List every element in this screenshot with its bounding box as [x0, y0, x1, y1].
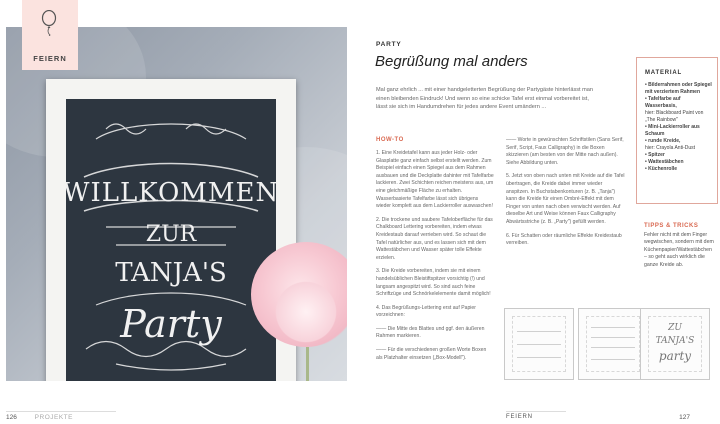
right-page: [360, 0, 720, 424]
left-section-label: PROJEKTE: [34, 414, 73, 421]
chalk-line-4: Party: [120, 302, 222, 346]
right-footer-rule: [506, 411, 566, 412]
chalk-line-2: ZUR: [145, 222, 197, 247]
instruction-paragraph: 6. Für Schatten oder räumliche Effekte Kreidestaub verreiben.: [506, 232, 622, 247]
right-page-number: 127: [679, 414, 690, 421]
chalkboard: [66, 99, 276, 381]
instruction-paragraph: 1. Eine Kreidetafel kann aus jeder Holz- oder Glasplatte ganz einfach selbst erstellt werden. Zum Beispiel einfach einen Spiegel aus dem Rahmen ausbauen und die Deckplatte dahinter mit Tafelfarbe lackieren. Zwei Schichten reichen meistens aus, um eine gleichmäßige Fläche zu erhalten. Wasserbasierte Tafelfarbe lässt sich übrigens wieder komplett aus dem Lackierroller auswaschen!: [376, 150, 494, 210]
sketch-step-3: [640, 308, 710, 380]
material-item: • Tafelfarbe auf Wasserbasis, hier: Blackboard Paint von „The Rainbow": [645, 96, 704, 123]
instruction-paragraph: —— Für die verschiedenen großen Worte Boxen als Platzhalter einsetzen („Box-Modell").: [376, 347, 487, 361]
instruction-paragraph: 2. Die trockene und saubere Tafeloberfläche für das Chalkboard Lettering vorbereiten, indem etwas Kreidestaub darauf verrieben wird. So schaut die Tafel natürlicher aus, und es lassen sich mit dem Wattestäbchen und Wasser später tolle Effekte erzielen.: [376, 216, 493, 261]
material-item: • Wattestäbchen: [645, 159, 684, 165]
sketch-text: party: [658, 349, 692, 363]
material-list: [637, 82, 717, 173]
sketch-text: ZU: [668, 323, 682, 333]
chalk-line-1: WILLKOMMEN: [66, 178, 276, 208]
material-item: • Spitzer: [645, 152, 665, 158]
right-section-label: FEIERN: [506, 414, 533, 420]
chalkboard-lettering: [66, 99, 276, 381]
material-item: • Mini-Lackierroller aus Schaum: [645, 124, 700, 137]
material-item: • runde Kreide, hier: Crayola Anti-Dust: [645, 138, 696, 151]
instructions-column-1: [376, 150, 494, 368]
balloon-icon: [41, 10, 57, 36]
instruction-paragraph: 3. Die Kreide vorbereiten, indem sie mit einem handelsüblichen Bleistiftspitzer vorsichtig (!) und langsam angespitzt wird. So sind auch feine Schriftzüge und Schnörkelelemente damit möglich!: [376, 268, 491, 298]
left-page-number: 126: [6, 414, 17, 421]
howto-heading: HOW-TO: [376, 137, 404, 143]
chalk-line-3: TANJA'S: [115, 258, 227, 288]
instructions-column-2: [506, 137, 626, 254]
section-tag: [22, 0, 78, 70]
instruction-paragraph: —— Die Mitte des Blattes und ggf. den äußeren Rahmen markieren.: [376, 325, 485, 340]
material-item: • Bilderrahmen oder Spiegel mit verziertem Rahmen: [645, 82, 712, 95]
page-title: Begrüßung mal anders: [375, 53, 528, 70]
left-footer: [6, 414, 73, 421]
picture-frame: [46, 79, 296, 381]
tips-text: Fehler nicht mit dem Finger wegwischen, sondern mit dem Küchenpapier/Wattestäbchen – so geht auch wirklich die ganze Kreide ab.: [644, 232, 714, 268]
material-box: [636, 57, 718, 204]
instruction-paragraph: 4. Das Begrüßungs-Lettering erst auf Papier vorzeichnen:: [376, 304, 476, 319]
chalkboard-photo: [6, 27, 347, 381]
sketch-step-1: [504, 308, 574, 380]
material-heading: MATERIAL: [645, 70, 682, 76]
sketch-step-2: [578, 308, 648, 380]
kicker: PARTY: [376, 41, 402, 48]
left-footer-rule: [6, 411, 116, 412]
intro-text: Mal ganz ehrlich ... mit einer handgeletterten Begrüßung der Partygäste hinterlässt man einen bleibenden Eindruck! Und wenn so eine schicke Tafel erst einmal vorbereitet ist, lässt sie sich im Handumdrehen für jedes andere Event umändern ...: [376, 87, 594, 111]
section-tag-label: FEIERN: [33, 54, 67, 63]
sketch-text: TANJA'S: [655, 336, 695, 346]
flower-stem: [306, 347, 309, 381]
peony-flower-center: [271, 277, 341, 347]
material-item: • Küchenrolle: [645, 166, 678, 172]
tips-heading: TIPPS & TRICKS: [644, 223, 699, 229]
instruction-paragraph: 5. Jetzt von oben nach unten mit Kreide auf die Tafel übertragen, die Kreide dabei immer wieder anspitzen. In Buchstabenkonturen (z. B. „Tanja") kann die Kreide für einen Ombré-Effekt mit dem Finger von unten nach oben verwischt werden. Auf dieselbe Art und Weise können Faux Calligraphy Abwärtsstriche (z. B. „Party") gefüllt werden.: [506, 173, 625, 225]
instruction-paragraph: —— Worte in gewünschten Schriftstilen (Sans Serif, Serif, Script, Faux Calligraphy) in die Boxen skizzieren (am besten von der Mitte nach außen). Siehe Abbildung unten.: [506, 137, 624, 166]
